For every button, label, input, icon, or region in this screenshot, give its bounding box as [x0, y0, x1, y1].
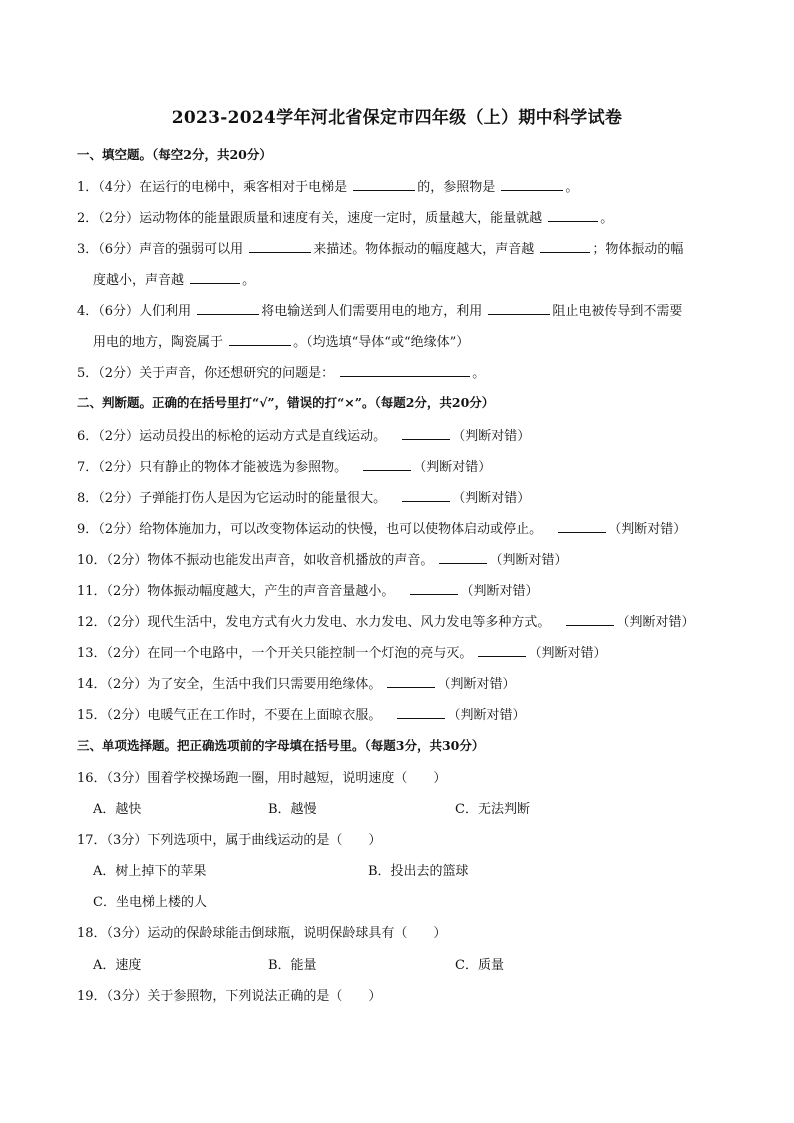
answer-blank[interactable] [478, 644, 526, 657]
question-13 [77, 642, 607, 661]
question-text: 在同一个电路中，一个开关只能控制一个灯泡的亮与灭。 [147, 646, 473, 661]
question-score: （2分） [106, 584, 148, 599]
paren-close: ） [368, 833, 382, 848]
question-number: 15． [77, 708, 107, 723]
option-b[interactable]: B．能量 [268, 958, 317, 973]
judge-suffix: （判断对错） [528, 646, 607, 661]
judge-suffix: （判断对错） [489, 553, 568, 568]
question-number: 1． [77, 180, 99, 195]
question-text: 。 [565, 180, 579, 195]
question-score: （4分） [98, 180, 140, 195]
question-8 [77, 487, 530, 506]
answer-blank[interactable] [197, 302, 259, 315]
question-4 [77, 300, 682, 319]
question-score: （2分） [106, 708, 148, 723]
page-title: 2023-2024学年河北省保定市四年级（上）期中科学试卷 [171, 108, 623, 128]
question-text: 人们利用 [139, 304, 192, 319]
question-text: 的，参照物是 [417, 180, 496, 195]
question-4-continued [93, 331, 469, 350]
question-text: 运动员投出的标枪的运动方式是直线运动。 [139, 429, 387, 444]
question-11 [77, 580, 539, 599]
question-score: （2分） [98, 491, 140, 506]
judge-suffix: （判断对错） [452, 491, 531, 506]
question-score: （3分） [106, 926, 148, 941]
judge-suffix: （判断对错） [608, 522, 687, 537]
question-number: 14． [77, 677, 107, 692]
question-number: 5． [77, 366, 99, 381]
question-score: （2分） [106, 553, 148, 568]
question-number: 18． [77, 926, 107, 941]
option-b[interactable]: B．投出去的篮球 [368, 864, 469, 879]
question-number: 2． [77, 211, 99, 226]
question-14 [77, 673, 516, 692]
question-1 [77, 176, 578, 195]
question-text: 来描述。物体振动的幅度越大，声音越 [313, 242, 535, 257]
option-c[interactable]: C．无法判断 [455, 802, 530, 817]
question-text: 关于参照物，下列说法正确的是（ [147, 989, 343, 1004]
answer-blank[interactable] [340, 364, 470, 377]
question-text: 用电的地方，陶瓷属于 [93, 335, 224, 350]
section-heading-true-false: 二、判断题。正确的在括号里打“√”，错误的打“×”。（每题2分，共20分） [77, 395, 495, 410]
question-score: （2分） [98, 522, 140, 537]
answer-blank[interactable] [540, 240, 590, 253]
question-score: （2分） [98, 460, 140, 475]
question-16 [77, 767, 446, 786]
question-19 [77, 985, 381, 1004]
question-text: 运动物体的能量跟质量和速度有关，速度一定时，质量越大，能量就越 [139, 211, 543, 226]
question-text: 为了安全，生活中我们只需要用绝缘体。 [147, 677, 382, 692]
question-text: 度越小，声音越 [93, 273, 185, 288]
answer-blank[interactable] [353, 178, 415, 191]
question-text: 。 [242, 273, 256, 288]
question-score: （2分） [98, 366, 140, 381]
question-number: 19． [77, 989, 107, 1004]
section-heading-fill-in: 一、填空题。（每空2分，共20分） [77, 147, 272, 162]
answer-blank[interactable] [397, 706, 445, 719]
question-text: 物体振动幅度越大，产生的声音音量越小。 [147, 584, 395, 599]
question-score: （3分） [106, 833, 148, 848]
question-number: 8． [77, 491, 99, 506]
answer-blank[interactable] [548, 209, 598, 222]
question-text: ；物体振动的幅 [592, 242, 684, 257]
answer-blank[interactable] [190, 271, 240, 284]
question-number: 16． [77, 771, 107, 786]
option-c[interactable]: C．坐电梯上楼的人 [93, 895, 207, 910]
answer-blank[interactable] [387, 675, 435, 688]
question-number: 9． [77, 522, 99, 537]
question-text: 。 [600, 211, 614, 226]
answer-blank[interactable] [439, 551, 487, 564]
question-score: （2分） [98, 211, 140, 226]
question-score: （2分） [106, 646, 148, 661]
question-text: 下列选项中，属于曲线运动的是（ [147, 833, 343, 848]
question-text: 。 [472, 366, 486, 381]
question-17 [77, 829, 381, 848]
judge-suffix: （判断对错） [460, 584, 539, 599]
answer-blank[interactable] [402, 427, 450, 440]
question-text: 。（均选填“导体“或“绝缘体”） [293, 335, 470, 350]
question-score: （3分） [106, 771, 148, 786]
question-number: 6． [77, 429, 99, 444]
question-text: 物体不振动也能发出声音，如收音机播放的声音。 [147, 553, 434, 568]
answer-blank[interactable] [410, 582, 458, 595]
question-9 [77, 518, 686, 537]
question-15 [77, 704, 526, 723]
answer-blank[interactable] [501, 178, 563, 191]
question-number: 12． [77, 615, 107, 630]
section-heading-multiple-choice: 三、单项选择题。把正确选项前的字母填在括号里。（每题3分，共30分） [77, 738, 485, 753]
paren-close: ） [368, 989, 382, 1004]
answer-blank[interactable] [229, 333, 291, 346]
answer-blank[interactable] [558, 520, 606, 533]
option-a[interactable]: A．速度 [93, 958, 142, 973]
question-number: 10． [77, 553, 107, 568]
question-text: 子弹能打伤人是因为它运动时的能量很大。 [139, 491, 387, 506]
question-text: 电暖气正在工作时，不要在上面晾衣服。 [147, 708, 382, 723]
question-10 [77, 549, 568, 568]
answer-blank[interactable] [363, 458, 411, 471]
question-18 [77, 922, 446, 941]
question-score: （2分） [106, 615, 148, 630]
question-score: （6分） [98, 242, 140, 257]
question-text: 在运行的电梯中，乘客相对于电梯是 [139, 180, 348, 195]
question-score: （6分） [98, 304, 140, 319]
question-text: 声音的强弱可以用 [139, 242, 244, 257]
judge-suffix: （判断对错） [447, 708, 526, 723]
question-3-continued [93, 269, 255, 288]
judge-suffix: （判断对错） [437, 677, 516, 692]
question-score: （2分） [106, 677, 148, 692]
question-text: 运动的保龄球能击倒球瓶，说明保龄球具有（ [147, 926, 408, 941]
question-6 [77, 425, 530, 444]
paren-close: ） [433, 926, 447, 941]
question-12 [77, 611, 695, 630]
option-a[interactable]: A．越快 [93, 802, 142, 817]
question-text: 关于声音，你还想研究的问题是： [139, 366, 335, 381]
question-number: 4． [77, 304, 99, 319]
question-score: （3分） [106, 989, 148, 1004]
question-number: 3． [77, 242, 99, 257]
question-text: 阻止电被传导到不需要 [552, 304, 683, 319]
question-text: 围着学校操场跑一圈，用时越短，说明速度（ [147, 771, 408, 786]
question-5 [77, 362, 485, 381]
option-b[interactable]: B．越慢 [268, 802, 317, 817]
judge-suffix: （判断对错） [413, 460, 492, 475]
question-score: （2分） [98, 429, 140, 444]
question-text: 只有静止的物体才能被选为参照物。 [139, 460, 348, 475]
option-c[interactable]: C．质量 [455, 958, 504, 973]
answer-blank[interactable] [488, 302, 550, 315]
question-7 [77, 456, 491, 475]
paren-close: ） [433, 771, 447, 786]
answer-blank[interactable] [402, 489, 450, 502]
question-2 [77, 207, 613, 226]
question-number: 11． [77, 584, 107, 599]
question-text: 将电输送到人们需要用电的地方，利用 [261, 304, 483, 319]
question-text: 给物体施加力，可以改变物体运动的快慢，也可以使物体启动或停止。 [139, 522, 543, 537]
question-number: 13． [77, 646, 107, 661]
question-3 [77, 238, 683, 257]
answer-blank[interactable] [566, 613, 614, 626]
answer-blank[interactable] [249, 240, 311, 253]
judge-suffix: （判断对错） [452, 429, 531, 444]
question-number: 7． [77, 460, 99, 475]
option-a[interactable]: A．树上掉下的苹果 [93, 864, 207, 879]
question-number: 17． [77, 833, 107, 848]
question-text: 现代生活中，发电方式有火力发电、水力发电、风力发电等多种方式。 [147, 615, 551, 630]
judge-suffix: （判断对错） [616, 615, 695, 630]
